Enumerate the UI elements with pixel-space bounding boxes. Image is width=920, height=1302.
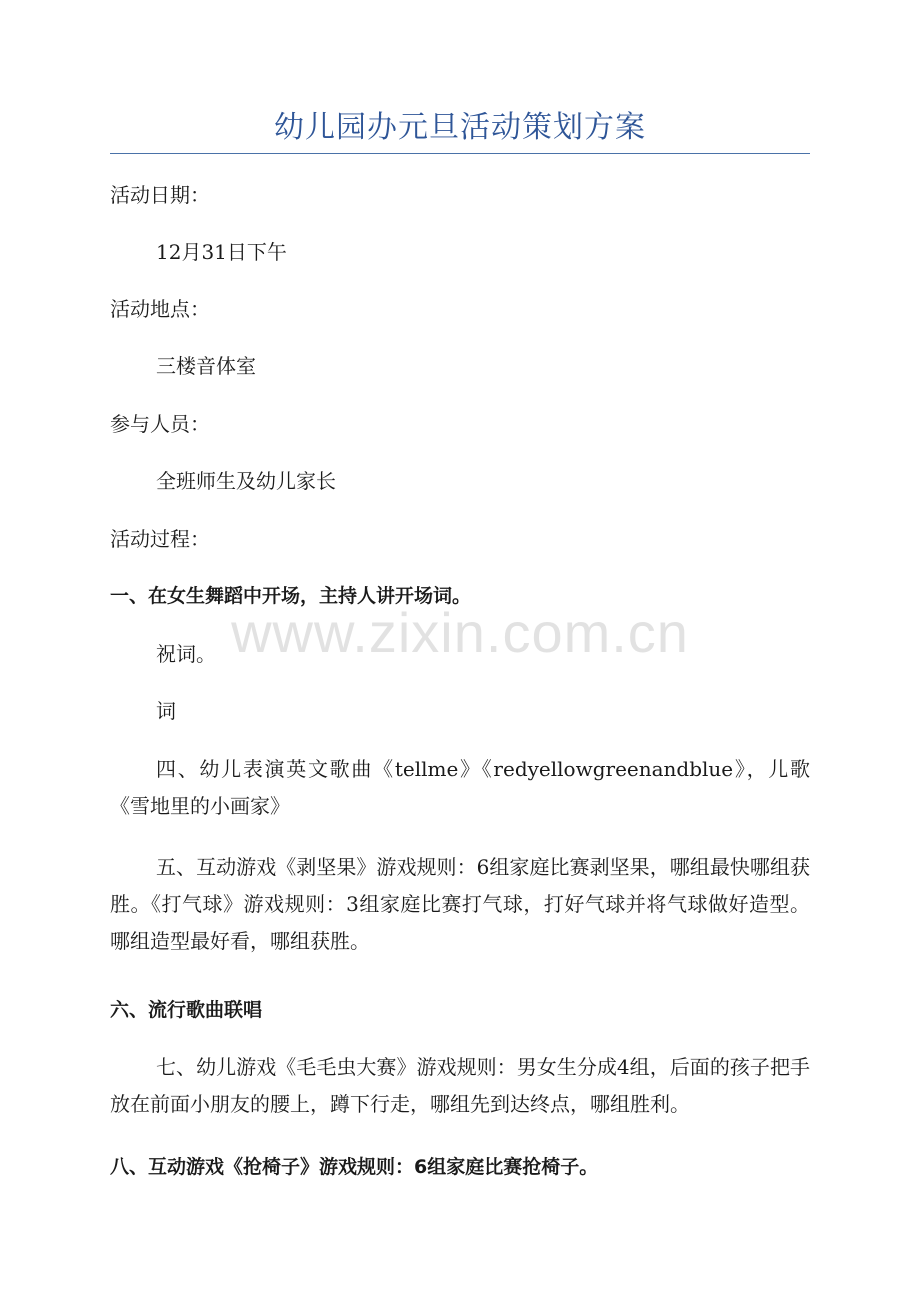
item-8: 八、互动游戏《抢椅子》游戏规则：6组家庭比赛抢椅子。 (110, 1156, 599, 1178)
process-label: 活动过程： (110, 527, 210, 551)
participants-label: 参与人员： (110, 412, 210, 436)
line-zhuci: 祝词。 (156, 642, 216, 666)
item-7: 七、幼儿游戏《毛毛虫大赛》游戏规则：男女生分成4组，后面的孩子把手放在前面小朋友的腰上，蹲下行走，哪组先到达终点，哪组胜利。 (110, 1055, 810, 1116)
item-5: 五、互动游戏《剥坚果》游戏规则：6组家庭比赛剥坚果，哪组最快哪组获胜。《打气球》游戏规则：3组家庭比赛打气球，打好气球并将气球做好造型。哪组造型最好看，哪组获胜。 (110, 855, 810, 953)
item-1: 一、在女生舞蹈中开场，主持人讲开场词。 (110, 585, 472, 607)
watermark: www.zixin.com.cn (231, 601, 689, 664)
date-label: 活动日期： (110, 183, 210, 207)
participants-value: 全班师生及幼儿家长 (156, 469, 336, 493)
place-value: 三楼音体室 (156, 354, 256, 378)
item-4: 四、幼儿表演英文歌曲《tellme》《redyellowgreenandblue》，儿歌《雪地里的小画家》 (110, 757, 810, 818)
line-ci: 词 (156, 699, 176, 723)
title-underline (110, 153, 810, 154)
item-6: 六、流行歌曲联唱 (110, 999, 263, 1021)
date-value: 12月31日下午 (156, 240, 287, 264)
document-title: 幼儿园办元旦活动策划方案 (274, 110, 646, 145)
place-label: 活动地点： (110, 297, 210, 321)
